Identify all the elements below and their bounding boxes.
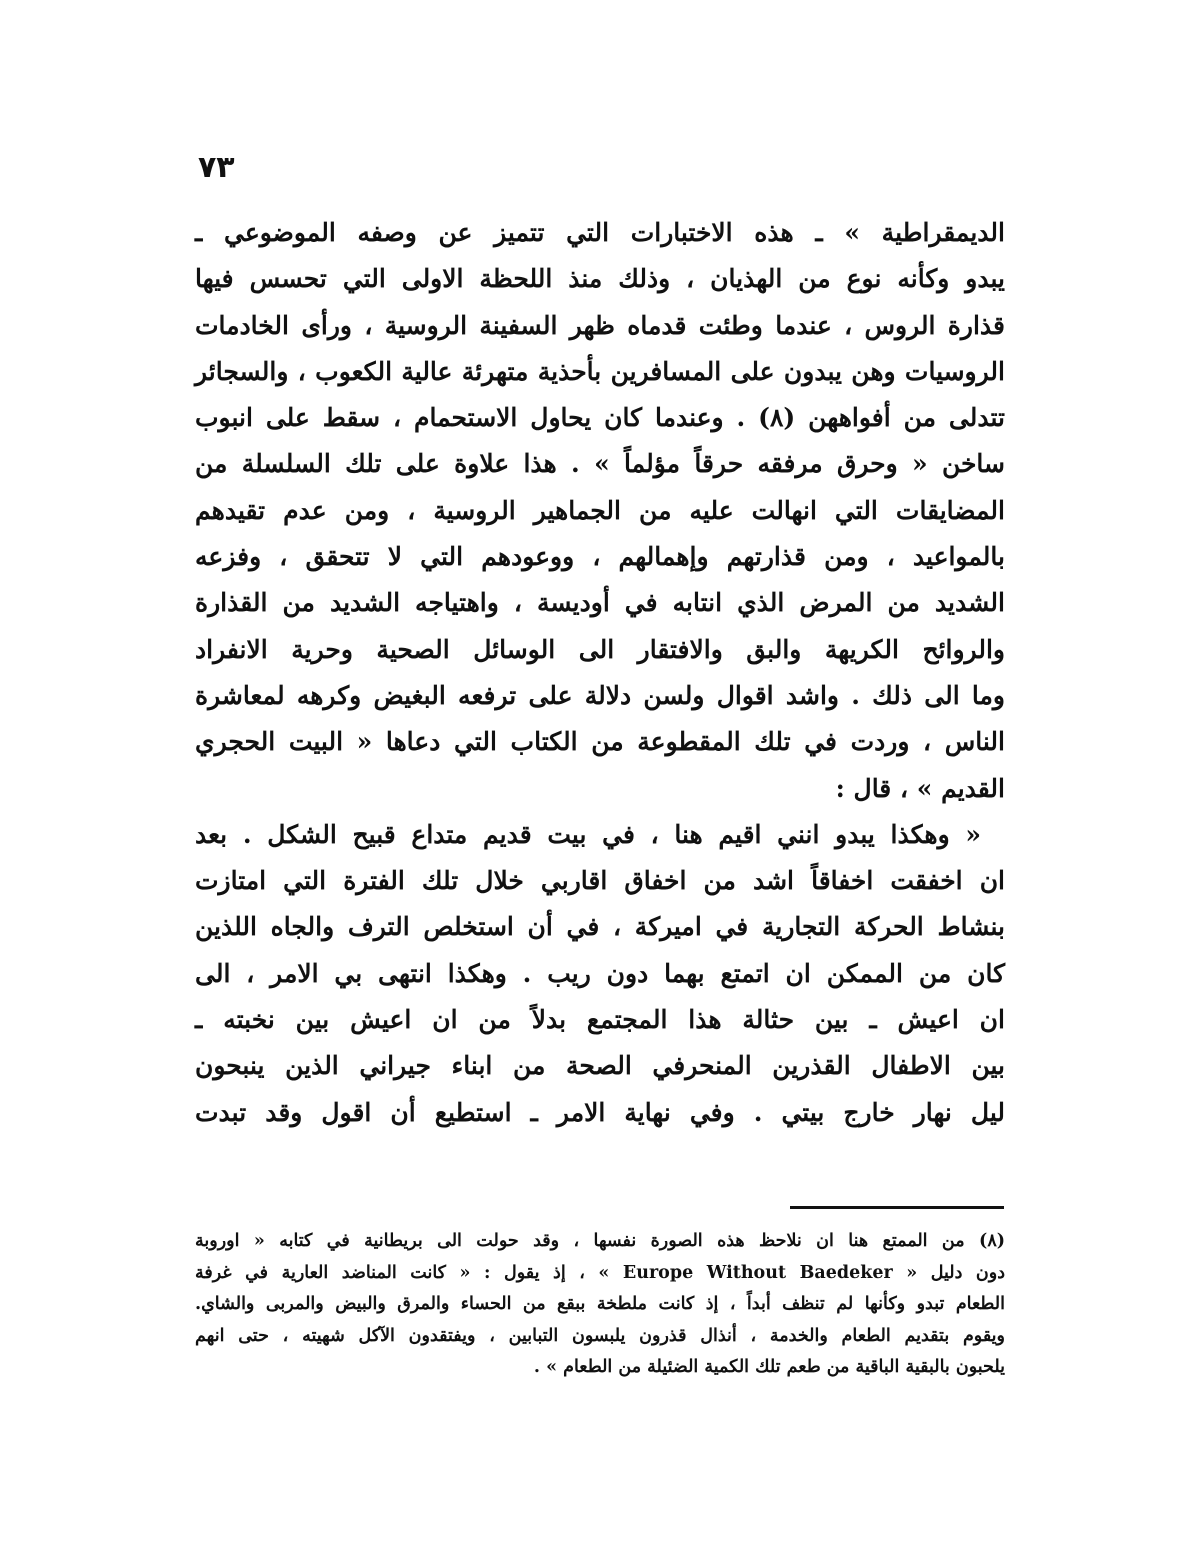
page-number: ٧٣ [198, 150, 235, 185]
text-line: الشديد من المرض الذي انتابه في أوديسة ، واهتياجه الشديد من القذارة [195, 588, 1005, 618]
footnote-line: دون دليل « Europe Without Baedeker » ، إذ يقول : « كانت المناضد العارية في غرفة [195, 1262, 1005, 1283]
text-line: « وهكذا يبدو انني اقيم هنا ، في بيت قديم متداع قبيح الشكل . بعد [195, 819, 981, 849]
text-line: الروسيات وهن يبدون على المسافرين بأحذية متهرئة عالية الكعوب ، والسجائر [195, 356, 1005, 386]
text-line: بين الاطفال القذرين المنحرفي الصحة من ابناء جيراني الذين ينبحون [195, 1051, 1005, 1081]
footnote-divider [790, 1206, 1004, 1209]
text-line: القديم » ، قال : [835, 773, 1005, 803]
paragraph-1 [195, 210, 1005, 812]
text-line: والروائح الكريهة والبق والافتقار الى الوسائل الصحية وحرية الانفراد [195, 634, 1005, 664]
footnote-line: ويقوم بتقديم الطعام والخدمة ، أنذال قذرون يلبسون التبابين ، ويفتقدون الآكل شهيته ، حتى انهم [195, 1325, 1005, 1346]
text-line: قذارة الروس ، عندما وطئت قدماه ظهر السفينة الروسية ، ورأى الخادمات [195, 310, 1005, 340]
text-line: يبدو وكأنه نوع من الهذيان ، وذلك منذ اللحظة الاولى التي تحسس فيها [195, 264, 1005, 294]
footnotes [195, 1226, 1005, 1384]
text-line: ليل نهار خارج بيتي . وفي نهاية الامر ـ استطيع أن اقول وقد تبدت [195, 1097, 1005, 1127]
text-line: ان اعيش ـ بين حثالة هذا المجتمع بدلاً من ان اعيش بين نخبته ـ [195, 1005, 1005, 1035]
text-line: المضايقات التي انهالت عليه من الجماهير الروسية ، ومن عدم تقيدهم [195, 495, 1005, 525]
paragraph-2 [195, 812, 1005, 1136]
text-line: ساخن « وحرق مرفقه حرقاً مؤلماً » . هذا علاوة على تلك السلسلة من [195, 449, 1005, 479]
text-line: تتدلى من أفواههن (٨) . وعندما كان يحاول الاستحمام ، سقط على انبوب [195, 403, 1005, 433]
text-line: بالمواعيد ، ومن قذارتهم وإهمالهم ، ووعودهم التي لا تتحقق ، وفزعه [195, 542, 1005, 572]
footnote-line: الطعام تبدو وكأنها لم تنظف أبداً ، إذ كانت ملطخة ببقع من الحساء والمرق والبيض والمربى والشاي. [195, 1294, 1005, 1314]
text-line: ان اخفقت اخفاقاً اشد من اخفاق اقاربي خلال تلك الفترة التي امتازت [195, 866, 1005, 896]
footnote-line: يلحبون بالبقية الباقية من طعم تلك الكمية الضئيلة من الطعام » . [533, 1357, 1005, 1377]
text-line: بنشاط الحركة التجارية في اميركة ، في أن استخلص الترف والجاه اللذين [195, 912, 1005, 942]
body-text [195, 210, 1005, 1136]
text-line: وما الى ذلك . واشد اقوال ولسن دلالة على ترفعه البغيض وكرهه لمعاشرة [195, 680, 1005, 710]
text-line: كان من الممكن ان اتمتع بهما دون ريب . وهكذا انتهى بي الامر ، الى [195, 958, 1005, 988]
text-line: الديمقراطية » ـ هذه الاختبارات التي تتميز عن وصفه الموضوعي ـ [195, 218, 1005, 247]
footnote-line: (٨) من الممتع هنا ان نلاحظ هذه الصورة نفسها ، وقد حولت الى بريطانية في كتابه « اوروبة [195, 1231, 1005, 1251]
text-line: الناس ، وردت في تلك المقطوعة من الكتاب التي دعاها « البيت الحجري [195, 727, 1005, 757]
